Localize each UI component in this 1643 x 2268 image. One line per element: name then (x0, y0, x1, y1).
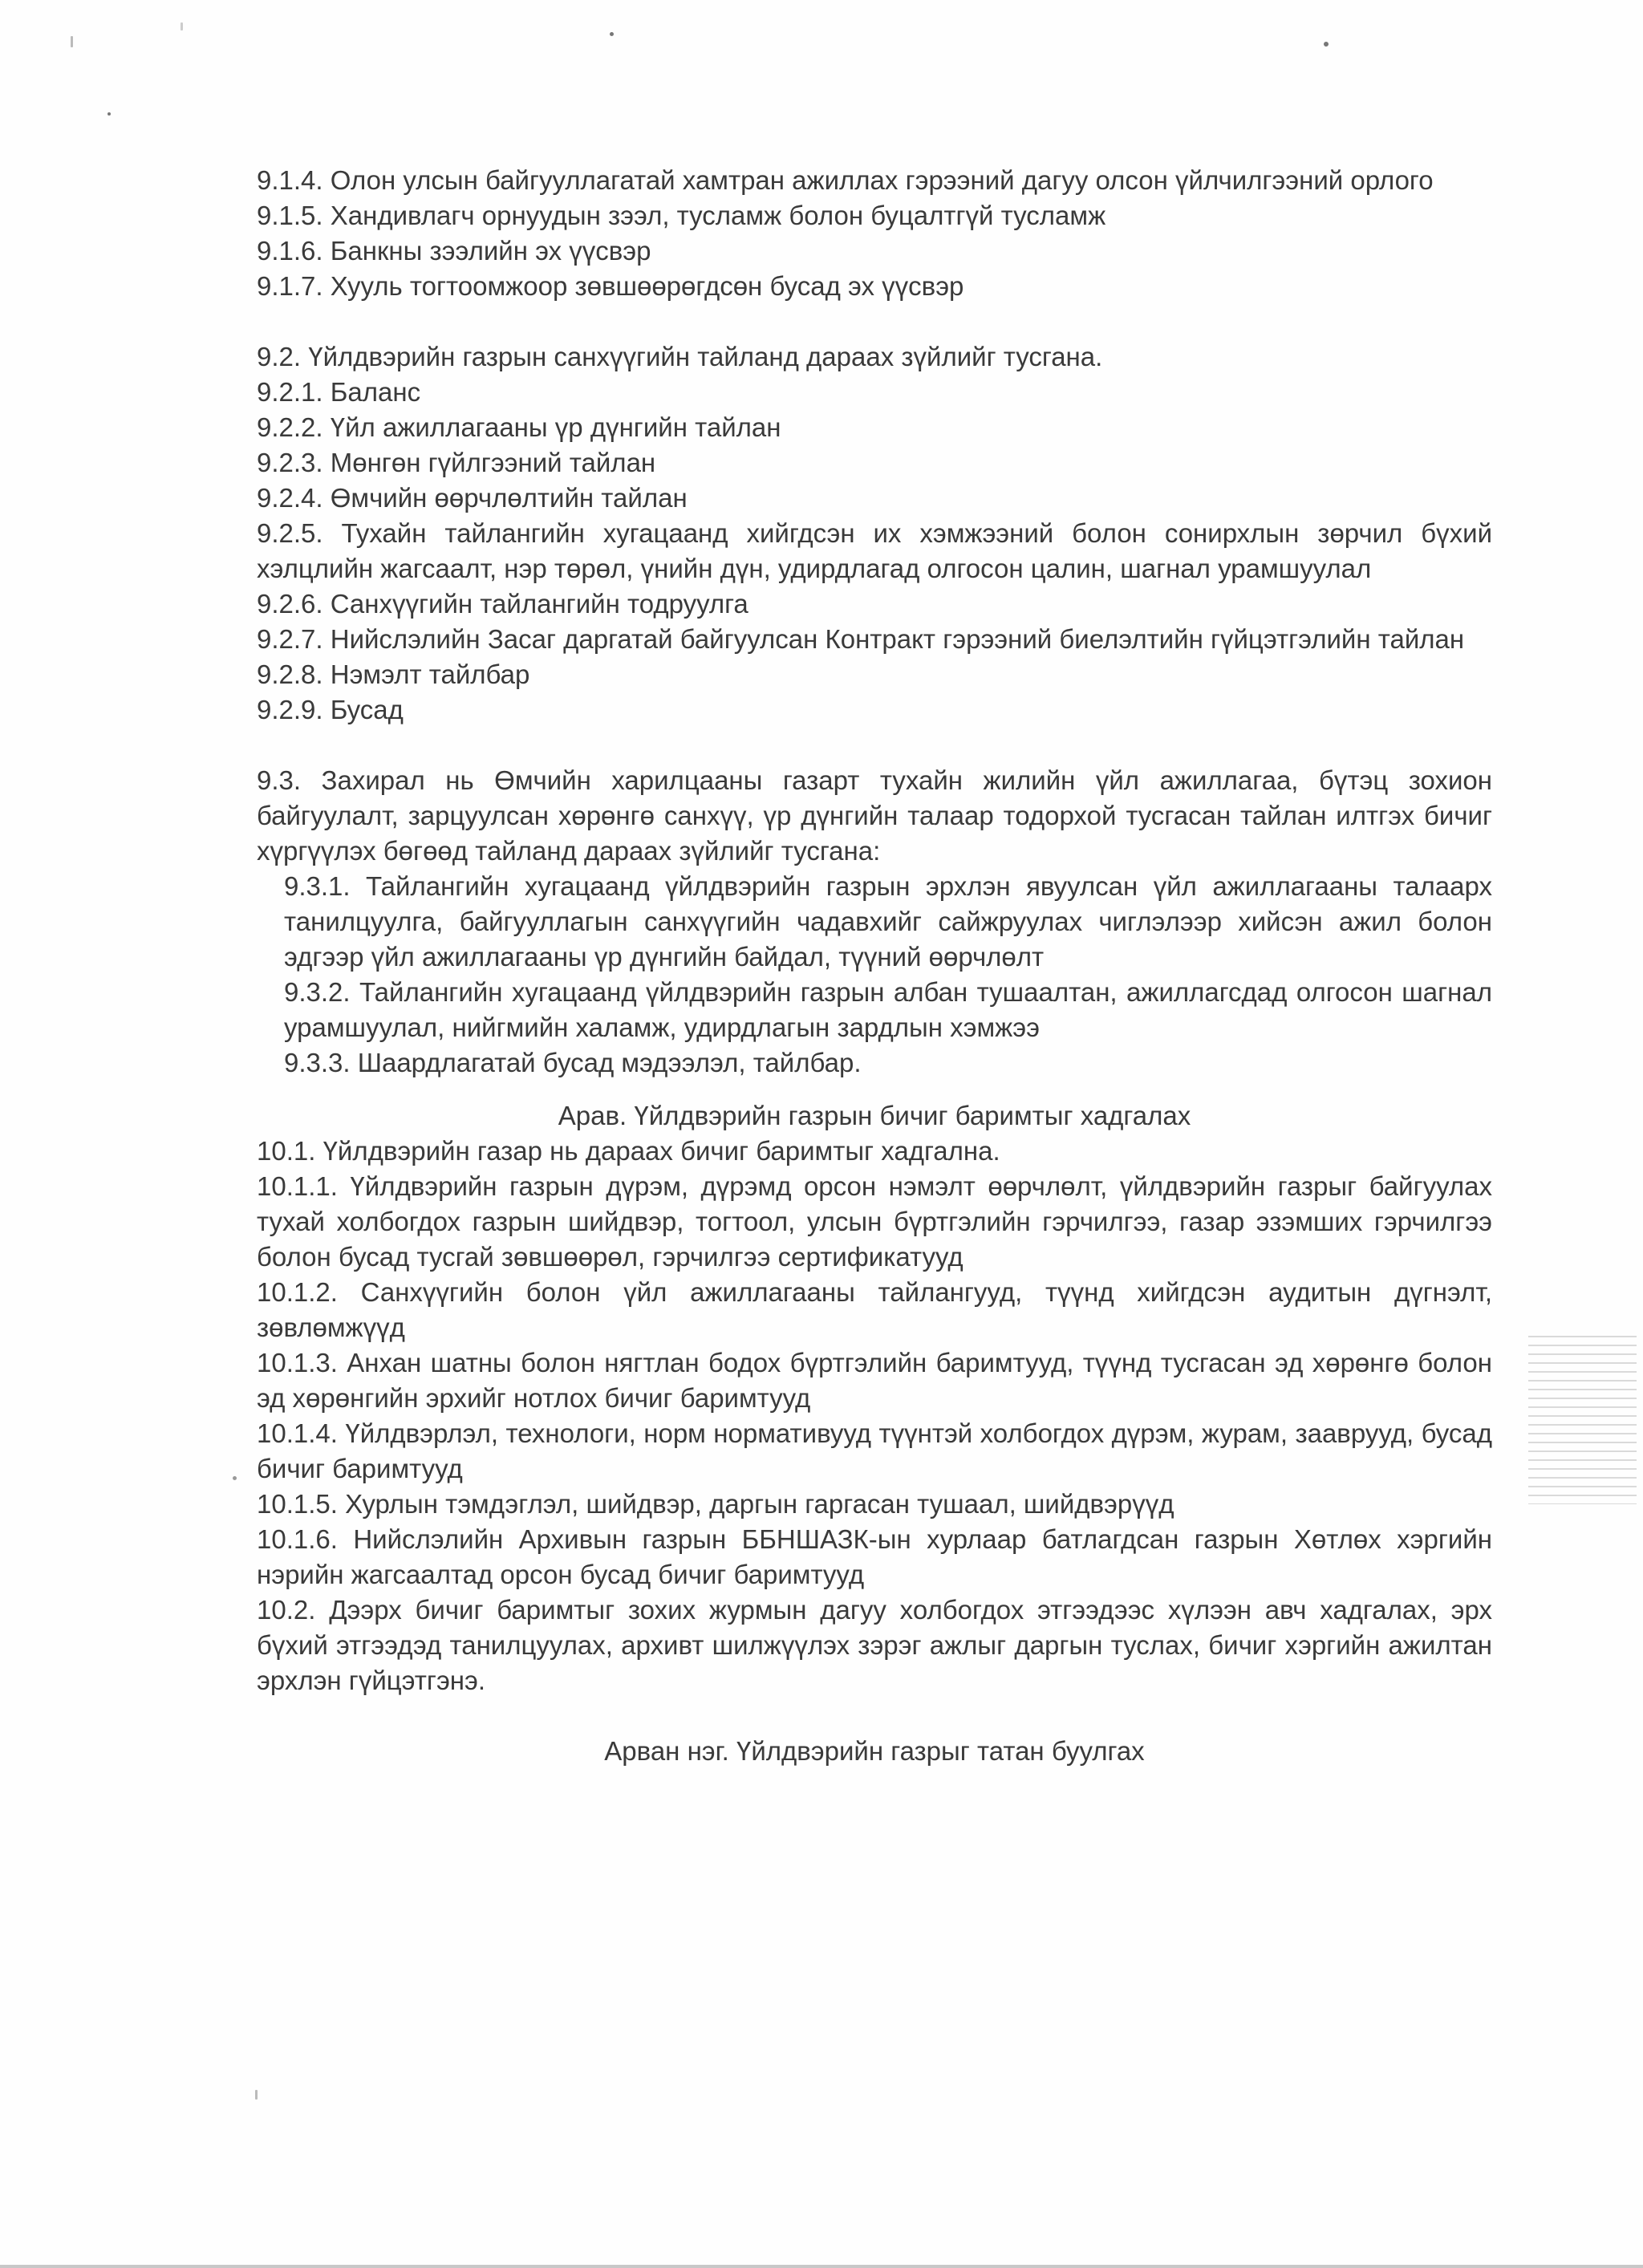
paragraph-9-2-4: 9.2.4. Өмчийн өөрчлөлтийн тайлан (257, 483, 688, 513)
paragraph-10-1-1: 10.1.1. Үйлдвэрийн газрын дүрэм, дүрэмд орсон нэмэлт өөрчлөлт, үйлдвэрийн газрыг байгуулах тухай холбогдох газрын шийдвэр, тогтоол, улсын бүртгэлийн гэрчилгээ, газар эзэмших гэрчилгээ болон бусад тусгай зөвшөөрөл, гэрчилгээ сертификатууд (257, 1171, 1492, 1272)
paragraph-10-1-3: 10.1.3. Анхан шатны болон нягтлан бодох бүртгэлийн баримтууд, түүнд тусгасан эд хөрөнгө болон эд хөрөнгийн эрхийг нотлох бичиг баримтууд (257, 1348, 1492, 1413)
paragraph-9-2-2: 9.2.2. Үйл ажиллагааны үр дүнгийн тайлан (257, 412, 781, 442)
paragraph-9-1-7: 9.1.7. Хууль тогтоомжоор зөвшөөрөгдсөн бусад эх үүсвэр (257, 271, 964, 301)
paragraph-10-1-4: 10.1.4. Үйлдвэрлэл, технологи, норм нормативууд түүнтэй холбогдох дүрэм, журам, зааврууд, бусад бичиг баримтууд (257, 1418, 1492, 1483)
paragraph-10-1-6: 10.1.6. Нийслэлийн Архивын газрын ББНШАЗК-ын хурлаар батлагдсан газрын Хөтлөх хэргийн нэрийн жагсаалтад орсон бусад бичиг баримтууд (257, 1524, 1492, 1589)
scan-speck (255, 2090, 258, 2100)
paragraph-10-1: 10.1. Үйлдвэрийн газар нь дараах бичиг баримтыг хадгална. (257, 1136, 1000, 1166)
section-10 (257, 1098, 1492, 1698)
paragraph-9-2-8: 9.2.8. Нэмэлт тайлбар (257, 659, 530, 689)
paragraph-9-1-5: 9.1.5. Хандивлагч орнуудын зээл, тусламж болон буцалтгүй тусламж (257, 201, 1106, 230)
section-11-heading: Арван нэг. Үйлдвэрийн газрыг татан буулгах (604, 1736, 1145, 1766)
paragraph-10-1-5: 10.1.5. Хурлын тэмдэглэл, шийдвэр, даргын гаргасан тушаал, шийдвэрүүд (257, 1489, 1174, 1519)
paragraph-9-2-3: 9.2.3. Мөнгөн гүйлгээний тайлан (257, 448, 656, 477)
paragraph-9-1-6: 9.1.6. Банкны зээлийн эх үүсвэр (257, 236, 651, 266)
paragraph-9-2-9: 9.2.9. Бусад (257, 695, 404, 724)
scan-speck (181, 22, 183, 30)
section-9-3 (257, 763, 1492, 1081)
scan-speck (1324, 42, 1329, 47)
scan-speck (233, 1476, 237, 1480)
scan-speck (108, 112, 111, 116)
paragraph-10-1-2: 10.1.2. Санхүүгийн болон үйл ажиллагааны тайлангууд, түүнд хийгдсэн аудитын дүгнэлт, зөвлөмжүүд (257, 1277, 1492, 1342)
scan-speck (71, 36, 73, 47)
paragraph-9-3-2: 9.3.2. Тайлангийн хугацаанд үйлдвэрийн газрын албан тушаалтан, ажиллагсдад олгосон шагнал урамшуулал, нийгмийн халамж, удирдлагын зардлын хэмжээ (284, 977, 1492, 1042)
scan-speck (610, 32, 614, 36)
section-10-heading: Арав. Үйлдвэрийн газрын бичиг баримтыг хадгалах (558, 1101, 1191, 1130)
paragraph-9-3-3: 9.3.3. Шаардлагатай бусад мэдээлэл, тайлбар. (284, 1048, 862, 1077)
paragraph-9-3-1: 9.3.1. Тайлангийн хугацаанд үйлдвэрийн газрын эрхлэн явуулсан үйл ажиллагааны талаарх танилцуулга, байгууллагын санхүүгийн чадавхийг сайжруулах чиглэлээр хийсэн ажил болон эдгээр үйл ажиллагааны үр дүнгийн байдал, түүний өөрчлөлт (284, 871, 1492, 972)
paragraph-9-2-5: 9.2.5. Тухайн тайлангийн хугацаанд хийгдсэн их хэмжээний болон сонирхлын зөрчил бүхий хэлцлийн жагсаалт, нэр төрөл, үнийн дүн, удирдлагад олгосон цалин, шагнал урамшуулал (257, 518, 1492, 583)
paragraph-9-2-1: 9.2.1. Баланс (257, 377, 421, 407)
section-9-2-list (257, 339, 1492, 728)
paragraph-9-2-7: 9.2.7. Нийслэлийн Засаг даргатай байгуулсан Контракт гэрээний биелэлтийн гүйцэтгэлийн тайлан (257, 624, 1465, 654)
paragraph-9-3: 9.3. Захирал нь Өмчийн харилцааны газарт тухайн жилийн үйл ажиллагаа, бүтэц зохион байгуулалт, зарцуулсан хөрөнгө санхүү, үр дүнгийн талаар тодорхой тусгасан тайлан илтгэх бичиг хүргүүлэх бөгөөд тайланд дараах зүйлийг тусгана: (257, 765, 1492, 866)
document-body (257, 163, 1492, 1769)
scan-edge (0, 2265, 1643, 2268)
paragraph-10-2: 10.2. Дээрх бичиг баримтыг зохих журмын дагуу холбогдох этгээдээс хүлээн авч хадгалах, эрх бүхий этгээдэд танилцуулах, архивт шилжүүлэх зэрэг ажлыг даргын туслах, бичиг хэргийн ажилтан эрхлэн гүйцэтгэнэ. (257, 1595, 1492, 1695)
paragraph-9-2-6: 9.2.6. Санхүүгийн тайлангийн тодруулга (257, 589, 748, 619)
paragraph-9-2: 9.2. Үйлдвэрийн газрын санхүүгийн тайланд дараах зүйлийг тусгана. (257, 342, 1103, 371)
paragraph-9-1-4: 9.1.4. Олон улсын байгууллагатай хамтран ажиллах гэрээний дагуу олсон үйлчилгээний орлого (257, 165, 1434, 195)
scan-smudge (1528, 1336, 1637, 1504)
section-9-1-list (257, 163, 1492, 304)
